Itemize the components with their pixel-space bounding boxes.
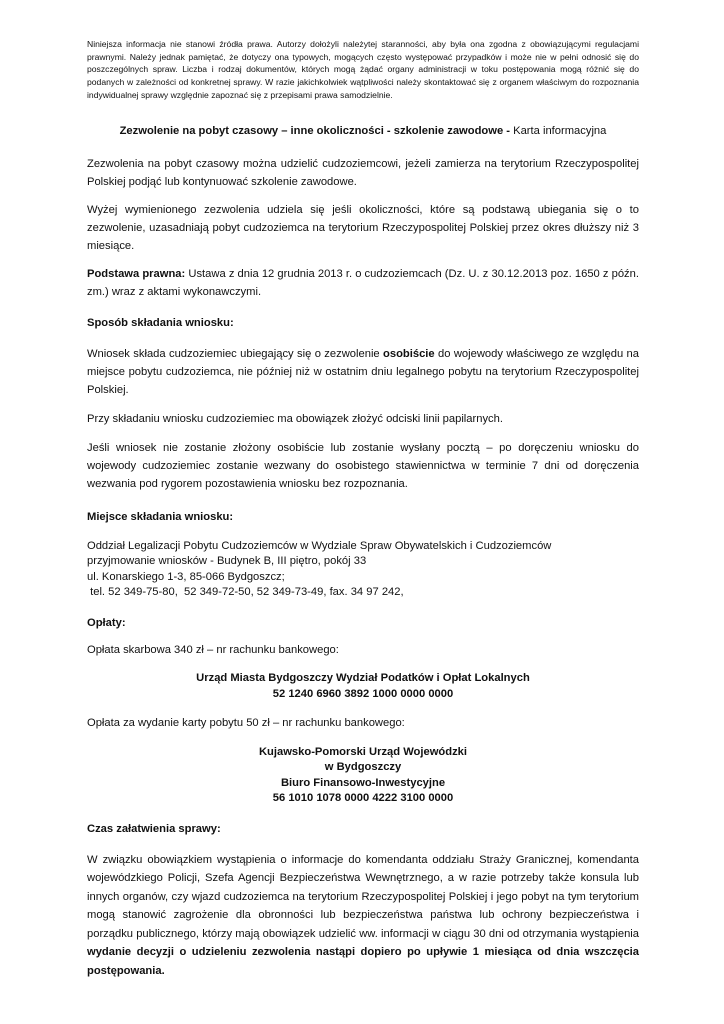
place-line-3: ul. Konarskiego 1-3, 85-066 Bydgoszcz; [87, 570, 285, 583]
bank1-name: Urząd Miasta Bydgoszczy Wydział Podatków i Opłat Lokalnych [196, 672, 530, 685]
submission-p1-bold: osobiście [383, 347, 435, 360]
place-address [87, 539, 639, 601]
legal-basis-text: Ustawa z dnia 12 grudnia 2013 r. o cudzoziemcach (Dz. U. z 30.12.2013 poz. 1650 z późn. zm.) wraz z aktami wykonawczymi. [87, 267, 639, 298]
title-bold: Zezwolenie na pobyt czasowy – inne okoliczności - szkolenie zawodowe - [119, 124, 510, 137]
place-line-4: tel. 52 349-75-80, 52 349-72-50, 52 349-73-49, fax. 34 97 242, [87, 586, 404, 599]
place-line-1: Oddział Legalizacji Pobytu Cudzoziemców w Wydziale Spraw Obywatelskich i Cudzoziemców [87, 539, 552, 552]
bank2-line-3: Biuro Finansowo-Inwestycyjne [280, 776, 446, 789]
place-line-2: przyjmowanie wniosków - Budynek B, III piętro, pokój 33 [87, 555, 367, 568]
submission-paragraph-2: Przy składaniu wniosku cudzoziemiec ma obowiązek złożyć odciski linii papilarnych. [87, 412, 503, 425]
submission-p1-start: Wniosek składa cudzoziemiec ubiegający się o zezwolenie [87, 347, 384, 360]
intro-paragraph-1: Zezwolenia na pobyt czasowy można udzielić cudzoziemcowi, jeżeli zamierza na terytorium Rzeczypospolitej Polskiej podjąć lub kontynuować szkolenie zawodowe. [87, 157, 639, 188]
bank2-line-1: Kujawsko-Pomorski Urząd Wojewódzki [258, 745, 468, 758]
stamp-fee: Opłata skarbowa 340 zł – nr rachunku bankowego: [87, 643, 339, 656]
fees-heading: Opłaty: [87, 616, 126, 629]
submission-paragraph-3: Jeśli wniosek nie zostanie złożony osobiście lub zostanie wysłany pocztą – po doręczeniu wniosku do wojewody cudzoziemiec zostanie wezwany do osobistego stawiennictwa w terminie 7 dni od doręczenia wezwania pod rygorem pozostawienia wniosku bez rozpoznania. [87, 441, 639, 490]
title-suffix: Karta informacyjna [510, 124, 607, 137]
submission-p1-end: do wojewody właściwego ze względu na miejsce pobytu cudzoziemca, nie później niż w ostatnim dniu legalnego pobytu na terytorium Rzeczypospolitej Polskiej. [87, 347, 639, 396]
bank-account-2 [87, 745, 639, 807]
bank-account-1 [87, 671, 639, 702]
bank2-line-2: w Bydgoszczy [324, 761, 402, 774]
time-text: W związku obowiązkiem wystąpienia o informacje do komendanta oddziału Straży Granicznej, komendanta wojewódzkiego Policji, Szefa Agencji Bezpieczeństwa Wewnętrznego, a w razie potrzeby także konsula lub innych organów, czy wjazd cudzoziemca na terytorium Rzeczypospolitej Polskiej i jego pobyt na tym terytorium mogą stanowić zagrożenie dla obronności lub bezpieczeństwa państwa lub ochrony bezpieczeństwa i porządku publicznego, którzy mają obowiązek udzielić ww. informacji w ciągu 30 dni od otrzymania wystąpienia [87, 853, 639, 940]
time-bold: wydanie decyzji o udzieleniu zezwolenia nastąpi dopiero po upływie 1 miesiąca od dnia wszczęcia postępowania. [87, 946, 639, 977]
time-heading: Czas załatwienia sprawy: [87, 822, 221, 835]
submission-heading: Sposób składania wniosku: [87, 316, 234, 329]
card-fee: Opłata za wydanie karty pobytu 50 zł – nr rachunku bankowego: [87, 717, 405, 730]
bank2-account: 56 1010 1078 0000 4222 3100 0000 [272, 792, 454, 805]
intro-paragraph-2: Wyżej wymienionego zezwolenia udziela się jeśli okoliczności, które są podstawą ubiegania się o to zezwolenie, uzasadniają pobyt cudzoziemca na terytorium Rzeczypospolitej Polskiej przez okres dłuższy niż 3 miesiące. [87, 203, 639, 252]
submission-paragraph-1 [87, 345, 639, 399]
bank1-account: 52 1240 6960 3892 1000 0000 0000 [272, 687, 454, 700]
time-paragraph [87, 851, 639, 981]
document-page [87, 38, 639, 980]
legal-basis-label: Podstawa prawna: [87, 267, 186, 280]
document-title [87, 124, 639, 139]
disclaimer: Niniejsza informacja nie stanowi źródła prawa. Autorzy dołożyli należytej staranności, aby była ona zgodna z obowiązującymi regulacjami prawnymi. Należy jednak pamiętać, że dotyczy ona typowych, mogących często występować przypadków i może nie w pełni odnosić się do poszczególnych spraw. Liczba i rodzaj dokumentów, których mogą żądać organy administracji w toku postępowania mogą różnić się do podanych w zależności od konkretnej sprawy. W razie jakichkolwiek wątpliwości należy skontaktować się z organem właściwym do rozpoznania indywidualnej sprawy względnie zapoznać się z przepisami prawa samodzielnie. [87, 39, 639, 100]
place-heading: Miejsce składania wniosku: [87, 510, 234, 523]
legal-basis [87, 265, 639, 301]
